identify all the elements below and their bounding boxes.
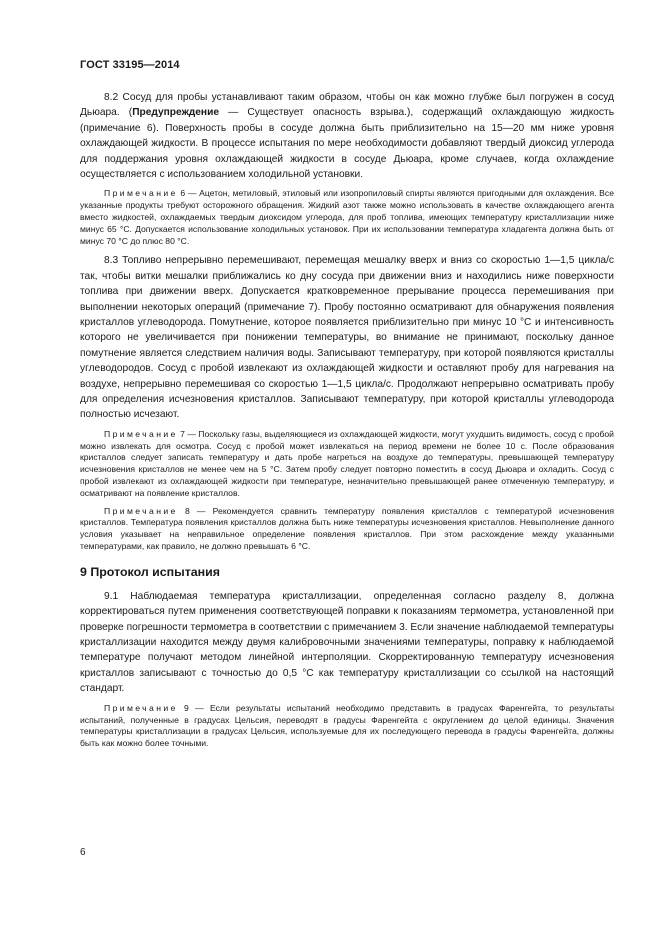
paragraph-8-2-text-b: — Существует опасность взрыва.), содержащий охлаждающую жидкость (примечание 6). Поверхность пробы в сосуде должна быть приблизительно на 15—20 мм ниже уровня охлаждающей жидкости. В процессе испытания по мере необходимости добавляют твердый диоксид углерода для поддержания уровня охлаждающей жидкости в сосуде Дьюара, кроме случаев, когда охлаждение осуществляется с использованием холодильной установки. bbox=[80, 107, 614, 181]
paragraph-8-3: 8.3 Топливо непрерывно перемешивают, перемещая мешалку вверх и вниз со скоростью 1—1,5 цикла/с так, чтобы витки мешалки приближались ко дну сосуда при движении вниз и находились ниже поверхности топлива при движении вверх. Допускается кратковременное прерывание процесса перемешивания при выполнении некоторых операций (примечание 7). Пробу постоянно осматривают для обнаружения появления кристаллов углеводорода. Помутнение, которое появляется приблизительно при минус 10 °С и интенсивность которого не увеличивается при понижении температуры, во внимание не принимают, поскольку данное помутнение является следствием наличия воды. Записывают температуру, при которой появляются кристаллы углеводородов. Сосуд с пробой извлекают из охлаждающей жидкости и оставляют пробу для нагревания на воздухе, непрерывно перемешивая со скоростью 1—1,5 цикла/с. Продолжают непрерывно осматривать пробу для определения исчезновения кристаллов. Записывают температуру, при которой кристаллы углеводорода полностью исчезают. bbox=[80, 255, 614, 421]
warning-label: Предупреждение bbox=[132, 107, 220, 119]
note-9-label: Примечание bbox=[104, 702, 178, 713]
note-8 bbox=[80, 506, 614, 553]
note-7-label: Примечание bbox=[104, 428, 178, 439]
page-number: 6 bbox=[80, 847, 86, 858]
note-6-label: Примечание bbox=[104, 188, 178, 199]
section-9-heading: 9 Протокол испытания bbox=[80, 564, 221, 579]
note-7 bbox=[80, 429, 614, 500]
page-content bbox=[80, 90, 614, 750]
note-9 bbox=[80, 703, 614, 750]
paragraph-8-2 bbox=[80, 90, 614, 182]
note-6 bbox=[80, 188, 614, 247]
document-header: ГОСТ 33195—2014 bbox=[80, 59, 180, 71]
note-7-text: 7 — Поскольку газы, выделяющиеся из охлаждающей жидкости, могут ухудшить видимость, сосуд с пробой можно извлекать для осмотра. Сосуд с пробой может извлекаться на период времени не более 10 с. После образования кристаллов следует записать температуру и дать пробе нагреться на воздухе до температуры, превышающей температуру исчезновения кристаллов не менее чем на 5 °С. Затем пробу следует повторно поместить в сосуд Дьюара и охладить. Сосуд с пробой извлекают из охлаждающей жидкости при температуре, незначительно превышающей ранее отмеченную температуру, и осматривают на появление кристаллов. bbox=[80, 428, 614, 498]
note-8-label: Примечание bbox=[104, 505, 178, 516]
paragraph-8-2-text-a: 8.2 Сосуд для пробы устанавливают таким образом, чтобы он как можно глубже был погружен в сосуд Дьюара. ( bbox=[80, 92, 614, 119]
note-6-text: 6 — Ацетон, метиловый, этиловый или изопропиловый спирты являются пригодными для охлаждения. Все указанные продукты требуют осторожного обращения. Жидкий азот также можно использовать в качестве охлаждающего агента вместо жидкостей, охлаждаемых твердым диоксидом углерода, для проб топлива, имеющих температуру кристаллизации ниже минус 65 °С. Допускается использование холодильных установок. При их использовании температура хладагента должна быть от минус 70 °С до плюс 80 °С. bbox=[80, 188, 614, 246]
note-9-text: 9 — Если результаты испытаний необходимо представить в градусах Фаренгейта, то результаты испытаний, полученные в градусах Цельсия, переводят в градусы Фаренгейта с округлением до целой единицы. Значения температуры кристаллизации в градусах Цельсия, используемые для их последующего перевода в градусы Фаренгейта, должны быть как можно более точными. bbox=[80, 702, 614, 749]
paragraph-9-1: 9.1 Наблюдаемая температура кристаллизации, определенная согласно разделу 8, должна корректироваться путем применения соответствующей поправки к показаниям термометра, установленной при проверке погрешности термометра в соответствии с примечанием 3. Если значение наблюдаемой температуры кристаллизации находится между двумя калибровочными значениями температуры, поправку к наблюдаемой температуре получают методом линейной интерполяции. Скорректированную температуру исчезновения кристаллов записывают с точностью до 0,5 °С как температуру кристаллизации со ссылкой на настоящий стандарт. bbox=[80, 590, 614, 695]
note-8-text: 8 — Рекомендуется сравнить температуру появления кристаллов с температурой исчезновения кристаллов. Температура появления кристаллов должна быть ниже температуры исчезновения кристаллов. Невыполнение данного условия указывает на неправильное определение появления кристаллов. При этом расхождение между указанными температурами, как правило, не должно превышать 6 °С. bbox=[80, 505, 614, 552]
